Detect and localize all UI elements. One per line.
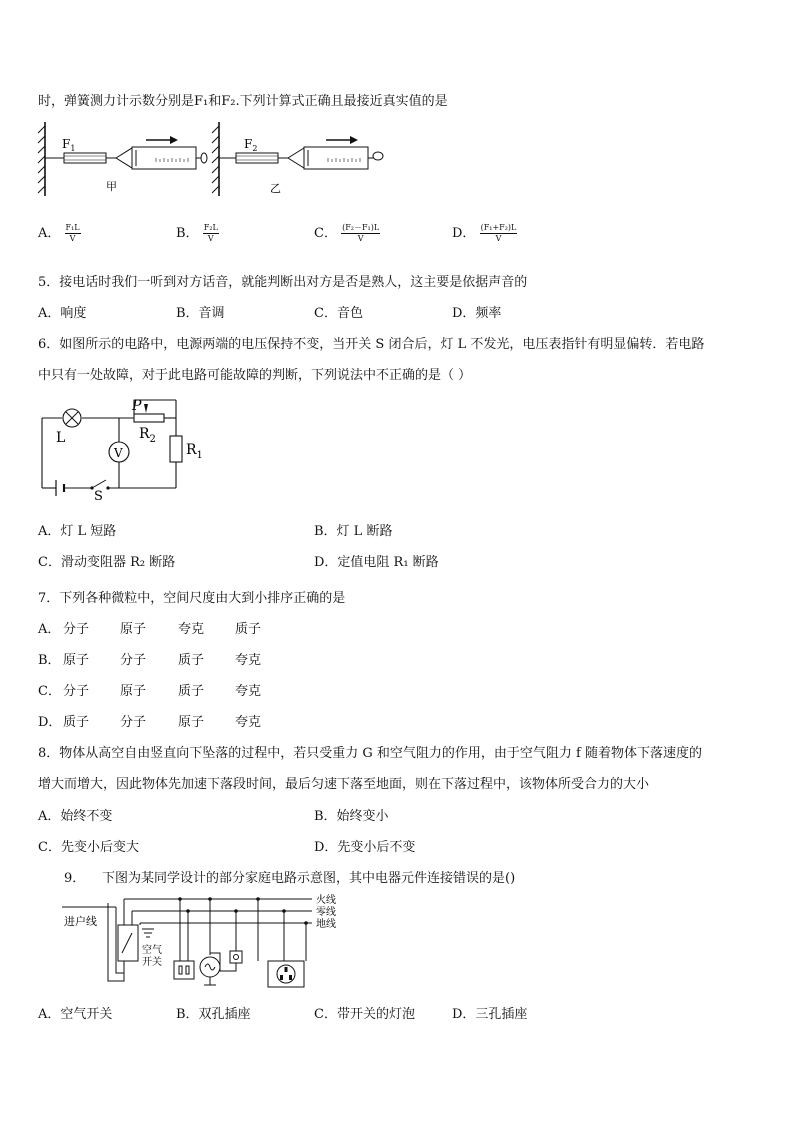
q5-option-b[interactable]: B．音调 [176,306,225,321]
q9-stem: 下图为某同学设计的部分家庭电路示意图，其中电器元件连接错误的是() [102,871,516,886]
item: 分子 [120,715,147,730]
q5-option-c[interactable]: C．音色 [314,306,363,321]
q7-stem: 7．下列各种微粒中，空间尺度由大到小排序正确的是 [38,591,346,606]
numerator: (F₂－F₁)L [342,223,380,232]
label-ground: 地线 [316,919,336,930]
denominator: V [69,234,76,243]
q9-option-b[interactable]: B．双孔插座 [176,1007,251,1022]
battery [56,480,64,496]
label-yi: 乙 [270,182,281,195]
wall-jia [38,122,45,196]
item: 分子 [120,653,147,668]
q9-household-circuit-figure [60,893,350,993]
label-r1: $R_1$ [186,442,203,461]
wall-yi [212,122,219,196]
label-neutral: 零线 [316,907,336,918]
q4-option-c[interactable] [314,222,380,244]
q4-option-a[interactable] [38,222,81,244]
q4-stem: 时，弹簧测力计示数分别是F₁和F₂.下列计算式正确且最接近真实值的是 [38,94,448,109]
q6-option-a[interactable]: A．灯 L 短路 [38,524,117,539]
item: 夸克 [178,622,205,637]
q6-option-c[interactable]: C．滑动变阻器 R₂ 断路 [38,555,176,570]
three-hole-socket [268,961,304,987]
q5-option-a[interactable]: A．响度 [38,306,87,321]
q4-figure [36,120,386,198]
label-p: P [132,398,142,414]
numerator: F₁L [65,223,80,232]
label-live: 火线 [316,895,336,906]
q4-option-d[interactable] [452,222,517,244]
option-letter: D． [452,226,476,241]
option-letter: C． [314,226,337,241]
q7-option-a[interactable] [38,618,262,637]
q6-circuit-figure [36,396,216,500]
fraction [341,223,380,244]
label-f2: $F_2$ [244,137,258,153]
q8-option-b[interactable]: B．始终变小 [314,809,389,824]
label-jia: 甲 [106,180,117,193]
label-f1: $F_1$ [62,137,76,153]
q6-option-d[interactable]: D．定值电阻 R₁ 断路 [314,555,439,570]
q8-stem-line2: 增大而增大，因此物体先加速下落段时间，最后匀速下落至地面，则在下落过程中，该物体所受合力的大小 [38,777,650,792]
fraction [203,223,219,244]
item: 原子 [120,622,147,637]
item: 质子 [178,653,205,668]
option-letter: C． [38,684,61,699]
numerator: F₂L [203,223,218,232]
item: 分子 [63,684,90,699]
resistor-r1 [170,436,182,462]
q9-number: 9． [64,871,86,886]
q4-option-b[interactable] [176,222,219,244]
item: 夸克 [235,684,262,699]
label-l: L [56,430,66,446]
item: 夸克 [235,653,262,668]
option-letter: B． [176,226,199,241]
label-breaker-1: 空气 [142,945,162,956]
q8-option-d[interactable]: D．先变小后不变 [314,840,416,855]
item: 质子 [63,715,90,730]
q6-stem-line2: 中只有一处故障，对于此电路可能故障的判断，下列说法中不正确的是（ ） [38,368,472,383]
q5-stem: 5．接电话时我们一听到对方话音，就能判断出对方是否是熟人，这主要是依据声音的 [38,275,528,290]
denominator: V [495,234,502,243]
label-inlet: 进户线 [64,915,97,928]
q8-stem-line1: 8．物体从高空自由竖直向下坠落的过程中，若只受重力 G 和空气阻力的作用，由于空气阻力 f 随着物体下落速度的 [38,746,702,761]
light-bulb [200,943,220,985]
item: 原子 [63,653,90,668]
q9-option-d[interactable]: D．三孔插座 [452,1007,528,1022]
q7-option-c[interactable] [38,680,262,699]
item: 夸克 [235,715,262,730]
fraction [65,223,81,244]
q9-option-a[interactable]: A．空气开关 [38,1007,113,1022]
option-letter: A． [38,622,61,637]
lamp-l [63,409,81,427]
q7-option-b[interactable] [38,649,262,668]
q5-option-d[interactable]: D．频率 [452,306,502,321]
option-letter: D． [38,715,62,730]
option-letter: B． [38,653,61,668]
option-letter: A． [38,226,61,241]
q8-option-a[interactable]: A．始终不变 [38,809,113,824]
label-v: V [114,446,123,460]
denominator: V [357,234,364,243]
numerator: (F₁+F₂)L [480,223,517,232]
label-breaker-2: 开关 [142,957,162,968]
q9-option-c[interactable]: C．带开关的灯泡 [314,1007,415,1022]
fraction [480,223,518,244]
two-hole-socket [174,961,194,979]
label-r2: $R_2$ [139,426,156,445]
item: 质子 [235,622,262,637]
item: 原子 [120,684,147,699]
q8-option-c[interactable]: C．先变小后变大 [38,840,139,855]
q6-stem-line1: 6．如图所示的电路中，电源两端的电压保持不变，当开关 S 闭合后，灯 L 不发光，电压表指针有明显偏转．若电路 [38,337,705,352]
q7-option-d[interactable] [38,711,262,730]
item: 质子 [178,684,205,699]
label-s: S [94,489,103,500]
denominator: V [207,234,214,243]
q6-option-b[interactable]: B．灯 L 断路 [314,524,393,539]
item: 分子 [63,622,90,637]
item: 原子 [178,715,205,730]
